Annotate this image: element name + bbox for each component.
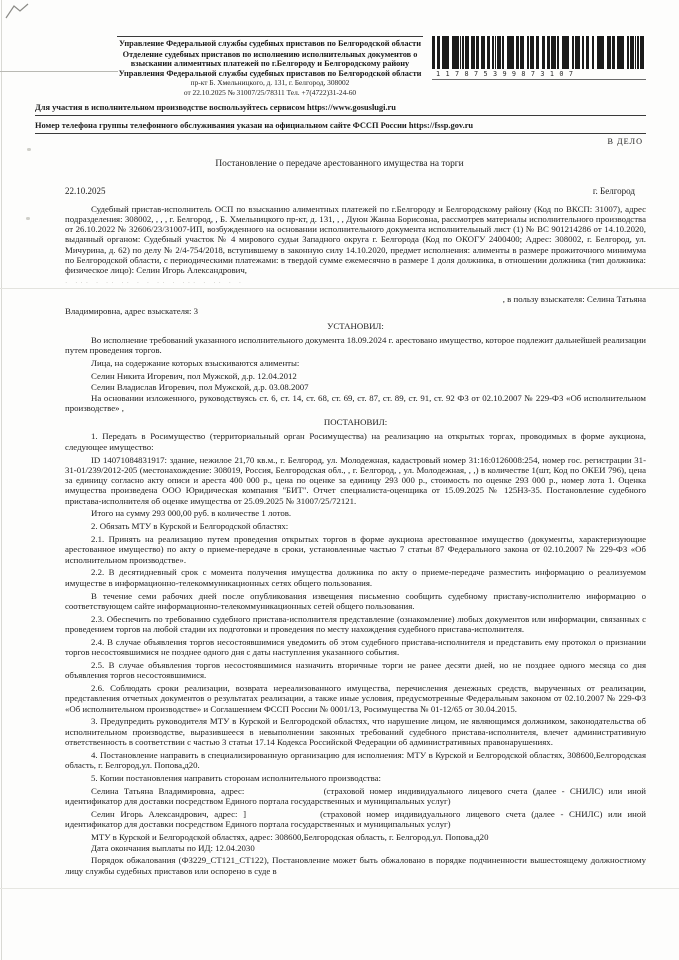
paragraph-preamble: Судебный пристав-исполнитель ОСП по взысканию алиментных платежей по г.Белгороду и Белгородскому району (Код по ВКСП: 31007), адрес подразделения: 308002, , , , г. Белгород, , Б. Хмельницкого пр-кт, д. 131, , , Дуюн Жанна Борисовна, рассмотрев материалы исполнительного производства от 26.10.2022 № 32606/23/31007-ИП, возбужденного на основании исполнительного документа исполнительный лист (1) № ВС 901214286 от 14.10.2020, выданный органом: Судебный участок № 4 мирового судьи Западного округа г. Белгорода (Код по ОКОГУ 2400400; Адрес: 308002, г. Белгород, ул. Мичурина, д. 62) по делу № 2/4-754/2018, вступившему в законную силу 14.10.2020, предмет исполнения: алименты в размере прожиточного минимума по Белгородской области, с периодическими платежами: в твердой сумме ежемесячно в размере 1 доля должника, в отношении должника (тип должника: физическое лицо): Селин Игорь Александрович, bbox=[65, 203, 646, 276]
paragraph-property: ID 14071084831917: здание, нежилое 21,70 кв.м., г. Белгород, ул. Молодежная, кадастровый номер 31:16:0126008:254, номер гос. регистрации 31-31-01/239/2012-205 (местонахождение: 308019, Россия, Белгородская обл., , г. Белгород, , ул. Молодежная, , ,) в количестве 1(шт, Код по ОКЕИ 796), цена за единицу согласно акту описи и ареста 400 000 р., цена по оценке за единицу 293 000 р., стоимость по оценке 293 000 р., номер лота 1. Оценка имущества произведена ООО Юридическая компания "БИТ". Отчет специалиста-оценщика от 15.09.2025 № 125НЗ-35. Постановление судебного пристава-исполнителя об оценке имущества от 25.09.2025 № 31007/25/72121. bbox=[65, 454, 646, 506]
section-heading-postanovil: ПОСТАНОВИЛ: bbox=[323, 417, 388, 428]
paragraph-item-2-1: 2.1. Принять на реализацию путем проведения открытых торгов в форме аукциона арестованное имущество (документы, характеризующие арестованное имущество) по акту о приеме-передаче в сроки, установленные частью 7 статьи 87 Федерального закона от 02.10.2007 № 229-ФЗ «Об исполнительном производстве». bbox=[65, 534, 646, 565]
letterhead bbox=[0, 0, 679, 98]
paragraph-payment-end-date: Дата окончания выплаты по ИД: 12.04.2030 bbox=[91, 842, 255, 853]
barcode-block bbox=[432, 36, 646, 80]
paragraph-item-2: 2. Обязать МТУ в Курской и Белгородской областях: bbox=[91, 521, 289, 532]
document-body bbox=[65, 204, 646, 876]
paragraph-party-debtor: Селин Игорь Александрович, адрес: ] (страховой номер индивидуального лицевого счета (далее - СНИЛС) или иной идентификатор для доставки посредством Единого портала государственных и муниципальных услуг) bbox=[65, 808, 646, 829]
paragraph-item-2-4: 2.4. В случае объявления торгов несостоявшимися уведомить об этом судебного пристава-исполнителя и представить ему протокол о признании торгов несостоявшимися не позднее одного дня с даты наступления указанного события. bbox=[65, 636, 646, 658]
paragraph-item-4: 4. Постановление направить в специализированную организацию для исполнения: МТУ в Курской и Белгородской областях, 308600,Белгородская область, г. Белгород,ул. Попова,д20. bbox=[65, 749, 646, 771]
document-date: 22.10.2025 bbox=[65, 185, 106, 196]
org-address: пр-кт Б. Хмельницкого, д. 131, г. Белгород, 308002 bbox=[190, 78, 350, 88]
paragraph-item-2-3: 2.3. Обеспечить по требованию судебного пристава-исполнителя представление (ознакомление) любых документов или информации, связанных с проведением торгов на любой стадии их подготовки и проведения по месту нахождения судебного пристава-исполнителя. bbox=[65, 613, 646, 634]
gosuslugi-notice: Для участия в исполнительном производстве воспользуйтесь сервисом https://www.gosuslugi.ru bbox=[35, 103, 646, 116]
fssp-phone-notice: Номер телефона группы телефонного обслуживания указан на официальном сайте ФССП России https://fssp.gov.ru bbox=[35, 121, 646, 134]
scan-speck bbox=[26, 217, 30, 220]
paragraph-party-mtu: МТУ в Курской и Белгородской областях, адрес: 308600,Белгородская область, г. Белгород,ул. Попова,д20 bbox=[91, 831, 489, 842]
paragraph-item-5: 5. Копии постановления направить сторонам исполнительного производства: bbox=[91, 772, 381, 783]
section-heading-ustanovil: УСТАНОВИЛ: bbox=[327, 320, 384, 331]
org-name-department: Отделение судебных приставов по исполнению исполнительных документов о взыскании алиментных платежей по г.Белгороду и Белгородскому району Управления Федеральной службы судебных приставов по Белгородской области bbox=[118, 49, 422, 78]
scan-speck bbox=[27, 148, 31, 151]
paragraph-claimant-tail: , в пользу взыскателя: Селина Татьяна bbox=[502, 293, 646, 304]
date-row bbox=[65, 186, 635, 196]
paragraph: Лица, на содержание которых взыскиваются алименты: bbox=[91, 358, 300, 369]
org-name-main: Управление Федеральной службы судебных приставов по Белгородской области bbox=[118, 39, 422, 48]
v-delo-stamp: В ДЕЛО bbox=[607, 136, 643, 146]
scan-edge-line bbox=[1, 0, 2, 960]
document-city: г. Белгород bbox=[592, 185, 635, 196]
barcode-digits: 117875399873107 bbox=[432, 69, 646, 80]
pen-mark bbox=[4, 2, 30, 20]
scan-artifact-line bbox=[0, 888, 679, 889]
paragraph-item-2-6: 2.6. Соблюдать сроки реализации, возврата нереализованного имущества, перечисления денежных средств, вырученных от реализации, представления отчетных документов о результатах реализации, а также иные условия, предусмотренные Федеральным законом от 02.10.2007 № 229-ФЗ «Об исполнительном производстве» и Соглашением ФССП России № 0001/13, Росимущества № 01-12/65 от 30.04.2015. bbox=[65, 682, 646, 714]
paragraph-child-2: Селин Владислав Игоревич, пол Мужской, д.р. 03.08.2007 bbox=[91, 381, 309, 392]
scan-artifact-line bbox=[0, 288, 679, 289]
paragraph-appeal-order: Порядок обжалования (ФЗ229_СТ121_СТ122), Постановление может быть обжаловано в порядке подчиненности вышестоящему должностному лицу службы судебных приставов или оспорено в суде в bbox=[65, 855, 646, 876]
paragraph-item-3: 3. Предупредить руководителя МТУ в Курской и Белгородской областях, что нарушение лицом, не являющимся должником, законодательства об исполнительном производстве, выразившееся в невыполнении законных требований судебного пристава-исполнителя, влечет административную ответственность в соответствии с частью 3 статьи 17.14 Кодекса Российской Федерации об административных правонарушениях. bbox=[65, 716, 646, 747]
paragraph-item-2-5: 2.5. В случае объявления торгов несостоявшимися назначить вторичные торги не ранее десяти дней, но не позднее одного месяца со дня объявления торгов несостоявшимися. bbox=[65, 659, 646, 681]
paragraph-child-1: Селин Никита Игоревич, пол Мужской, д.р. 12.04.2012 bbox=[91, 370, 297, 381]
paragraph-item-1: 1. Передать в Росимущество (территориальный орган Росимущества) на реализацию на открытых торгах, проводимых в форме аукциона, следующее имущество: bbox=[65, 431, 646, 452]
paragraph-claimant-address: Владимировна, адрес взыскателя: 3 bbox=[65, 306, 199, 317]
paragraph-item-2-2: 2.2. В десятидневный срок с момента получения имущества должника по акту о приеме-передаче разместить информацию о реализуемом имуществе в информационно-телекоммуникационных сетях общего пользования. bbox=[65, 567, 646, 588]
paragraph-total: Итого на сумму 293 000,00 руб. в количестве 1 лотов. bbox=[91, 508, 292, 519]
paragraph: На основании изложенного, руководствуясь ст. 6, ст. 14, ст. 68, ст. 69, ст. 87, ст. 89, ст. 91, ст. 92 ФЗ от 02.10.2007 № 229-ФЗ «Об исполнительном производстве» , bbox=[65, 392, 646, 413]
doc-number-phone: от 22.10.2025 № 31007/25/78311 Тел. +7(4722)31-24-60 bbox=[183, 87, 357, 97]
paragraph-party-claimant: Селина Татьяна Владимировна, адрес: (страховой номер индивидуального лицевого счета (далее - СНИЛС) или иной идентификатор для доставки посредством Единого портала государственных и муниципальных услуг) bbox=[65, 785, 646, 806]
paragraph: В течение семи рабочих дней после опубликования извещения письменно сообщить судебному приставу-исполнителю информацию о соответствующем сайте информационно-телекоммуникационных сетей общего пользования. bbox=[65, 590, 646, 611]
redacted-block: · ··· · ·· ·· · · ·· · ··· · ·· · · bbox=[65, 279, 245, 288]
barcode-icon bbox=[432, 36, 646, 69]
letterhead-org-block bbox=[117, 36, 423, 98]
document-title: Постановление о передаче арестованного имущества на торги bbox=[215, 158, 464, 169]
paragraph: Во исполнение требований указанного исполнительного документа 18.09.2024 г. арестовано имущество, которое подлежит дальнейшей реализации путем проведения торгов. bbox=[65, 335, 646, 356]
scan-artifact-line bbox=[0, 71, 118, 72]
